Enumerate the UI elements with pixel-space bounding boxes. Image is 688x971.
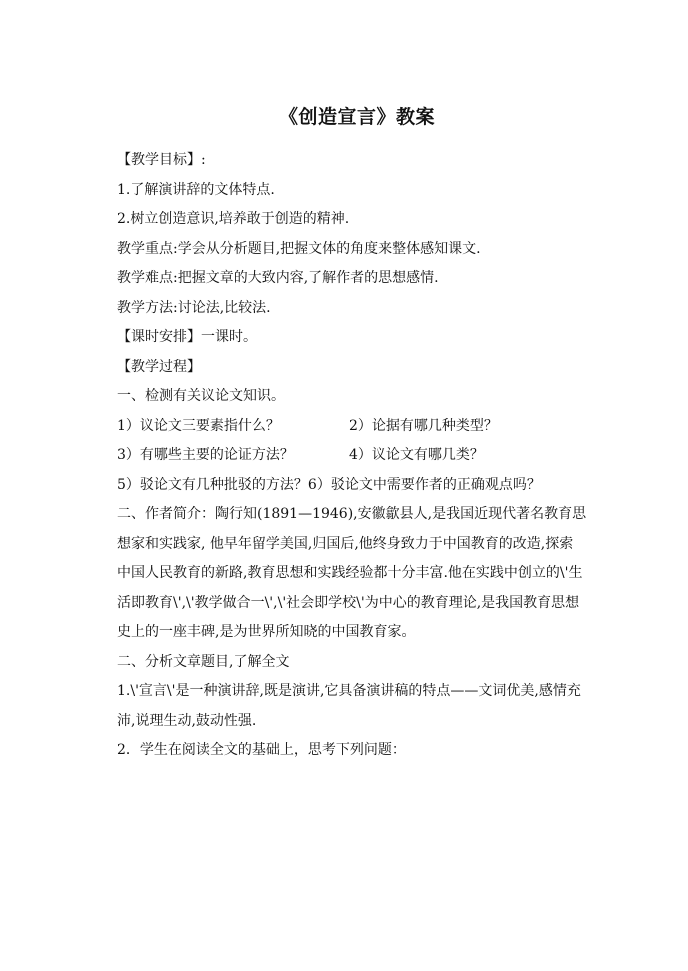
teaching-difficulty: 教学难点:把握文章的大致内容,了解作者的思想感情. (117, 270, 439, 286)
analysis-heading: 二、分析文章题目,了解全文 (117, 653, 290, 670)
question-3: 3）有哪些主要的论证方法？ (117, 447, 294, 463)
author-intro-paragraph: 二、作者简介：陶行知(1891—1946),安徽歙县人,是我国近现代著名教育思想家和实践家, 他早年留学美国,归国后,他终身致力于中国教育的改造,探索中国人民教育的新路,教育思想和实践经验都十分丰富.他在实践中创立的\'生活即教育\',\'教学做合一\',\'社会即学校\'为中心的教育理论,是我国教育思想史上的一座丰碑,是为世界所知晓的中国教育家。 (117, 506, 587, 640)
section-1-heading: 一、检测有关议论文知识。 (117, 388, 285, 404)
teaching-method: 教学方法:讨论法,比较法. (117, 299, 271, 316)
document-title: 《创造宣言》教案 (278, 106, 435, 128)
teaching-process-header: 【教学过程】 (117, 358, 201, 375)
analysis-point-2: 2．学生在阅读全文的基础上，思考下列问题： (117, 742, 406, 758)
question-row-1 (117, 412, 587, 442)
question-4: 4）议论文有哪几类？ (349, 447, 484, 463)
teaching-goal-header: 【教学目标】: (117, 152, 206, 168)
class-schedule: 【课时安排】一课时。 (117, 329, 257, 345)
question-2: 2）论据有哪几种类型？ (349, 417, 498, 434)
teaching-goal-1: 1.了解演讲辞的文体特点. (117, 181, 275, 198)
document-page (117, 102, 587, 766)
question-5-6: 5）驳论文有几种批驳的方法？6）驳论文中需要作者的正确观点吗？ (117, 476, 541, 493)
question-1: 1）议论文三要素指什么？ (117, 417, 280, 434)
teaching-key-point: 教学重点:学会从分析题目,把握文体的角度来整体感知课文. (117, 240, 481, 257)
teaching-goal-2: 2.树立创造意识,培养敢于创造的精神. (117, 211, 350, 227)
question-row-2 (117, 441, 587, 471)
analysis-point-1: 1.\'宣言\'是一种演讲辞,既是演讲,它具备演讲稿的特点——文词优美,感情充沛,说理生动,鼓动性强. (117, 683, 581, 729)
